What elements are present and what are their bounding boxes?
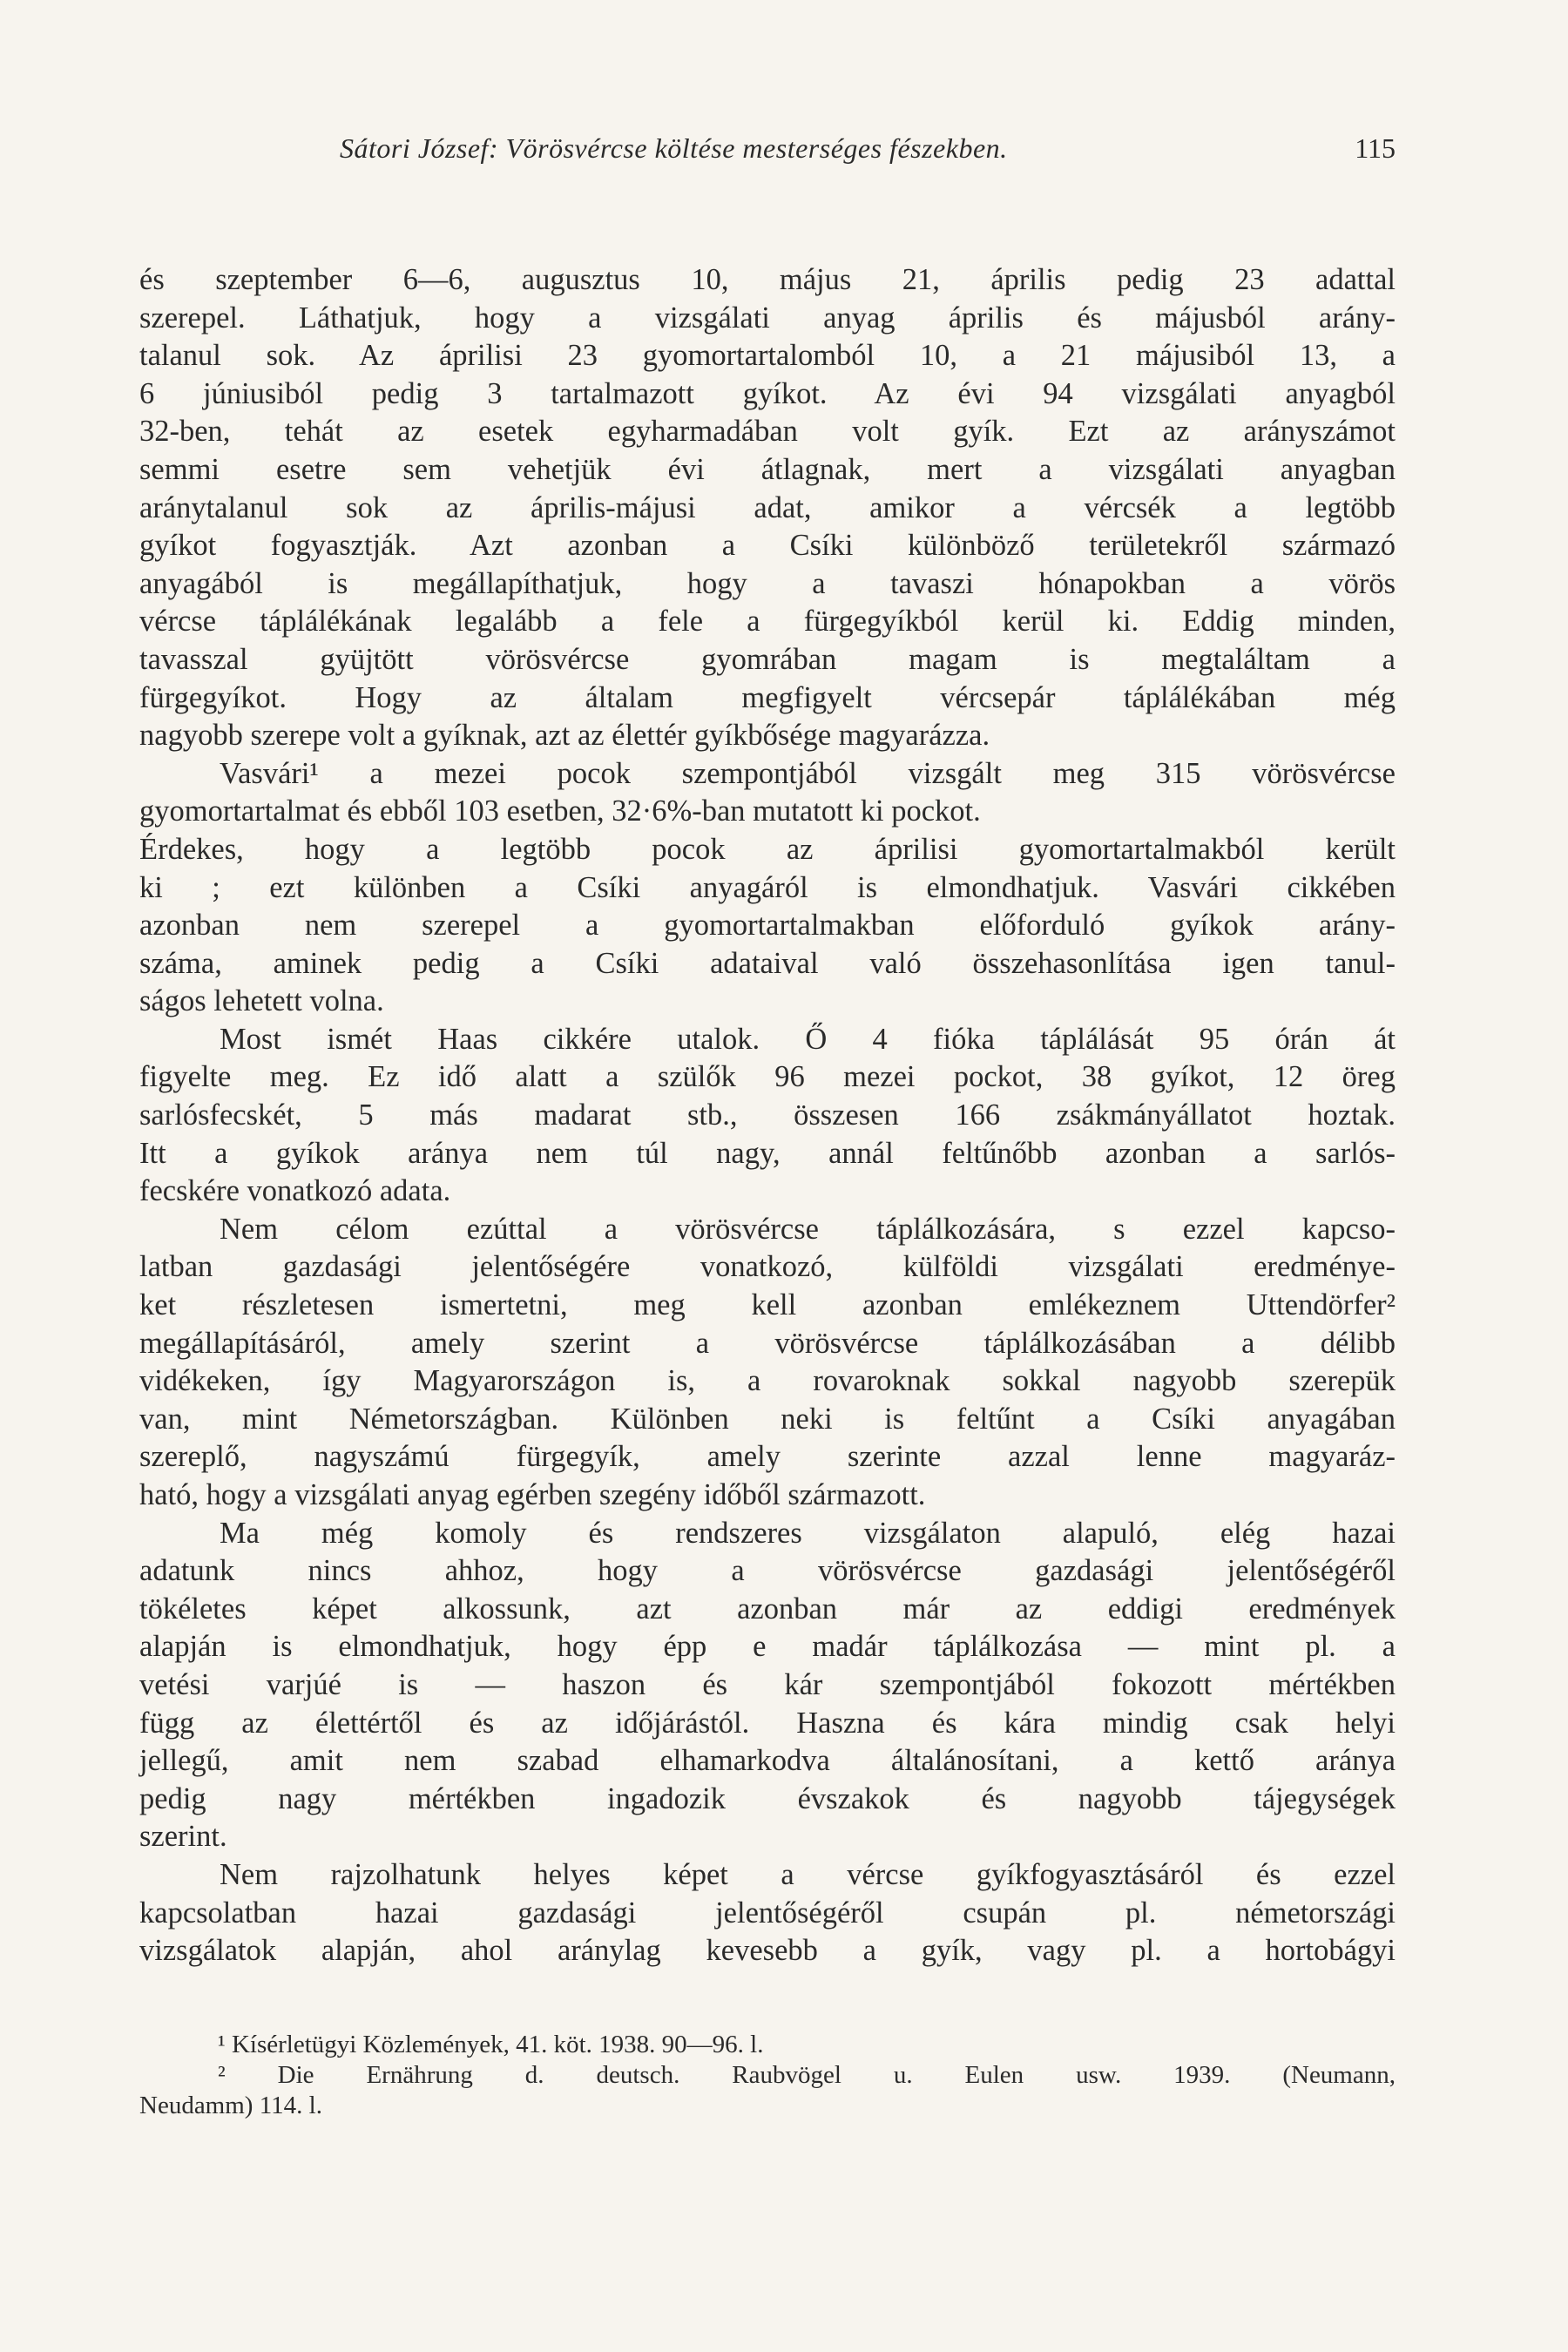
- text-line: pedig nagy mértékben ingadozik évszakok és nagyobb tájegységek: [139, 1781, 1396, 1815]
- text-line: gyíkot fogyasztják. Azt azonban a Csíki különböző területekről származó: [139, 529, 1396, 563]
- text-line: vércse táplálékának legalább a fele a fürgegyíkból kerül ki. Eddig minden,: [139, 605, 1396, 639]
- text-line: van, mint Németországban. Különben neki is feltűnt a Csíki anyagában: [139, 1402, 1396, 1436]
- text-line: és szeptember 6—6, augusztus 10, május 21, április pedig 23 adattal: [139, 263, 1396, 296]
- footnote-line: ¹ Kísérletügyi Közlemények, 41. köt. 1938. 90—96. l.: [218, 2031, 764, 2058]
- text-line: vizsgálatok alapján, ahol aránylag kevesebb a gyík, vagy pl. a hortobágyi: [139, 1934, 1396, 1968]
- text-line: adatunk nincs ahhoz, hogy a vörösvércse gazdasági jelentőségéről: [139, 1554, 1396, 1588]
- text-line: jellegű, amit nem szabad elhamarkodva általánosítani, a kettő aránya: [139, 1744, 1396, 1778]
- text-line: Itt a gyíkok aránya nem túl nagy, annál feltűnőbb azonban a sarlós-: [139, 1136, 1396, 1170]
- text-line: aránytalanul sok az április-májusi adat, amikor a vércsék a legtöbb: [139, 490, 1396, 524]
- footnote-line: ² Die Ernährung d. deutsch. Raubvögel u. Eulen usw. 1939. (Neumann,: [218, 2061, 1396, 2089]
- running-title: Sátori József: Vörösvércse költése mesterséges fészekben.: [340, 132, 1008, 164]
- text-line: semmi esetre sem vehetjük évi átlagnak, mert a vizsgálati anyagban: [139, 452, 1396, 486]
- text-line: tavasszal gyüjtött vörösvércse gyomrában magam is megtaláltam a: [139, 642, 1396, 676]
- text-line: ket részletesen ismertetni, meg kell azonban emlékeznem Uttendörfer²: [139, 1288, 1396, 1322]
- text-line: ki ; ezt különben a Csíki anyagáról is elmondhatjuk. Vasvári cikkében: [139, 870, 1396, 904]
- text-line: sarlósfecskét, 5 más madarat stb., összesen 166 zsákmányállatot hoztak.: [139, 1098, 1396, 1132]
- text-line: 6 júniusiból pedig 3 tartalmazott gyíkot. Az évi 94 vizsgálati anyagból: [139, 376, 1396, 410]
- text-line: azonban nem szerepel a gyomortartalmakban előforduló gyíkok arány-: [139, 909, 1396, 943]
- running-head: [139, 132, 1396, 176]
- text-line: Most ismét Haas cikkére utalok. Ő 4 fióka táplálását 95 órán át: [220, 1022, 1396, 1056]
- text-line: fecskére vonatkozó adata.: [139, 1174, 451, 1208]
- body-text: [139, 261, 1396, 1970]
- text-line: figyelte meg. Ez idő alatt a szülők 96 mezei pockot, 38 gyíkot, 12 öreg: [139, 1060, 1396, 1094]
- text-line: szerepel. Láthatjuk, hogy a vizsgálati anyag április és májusból arány-: [139, 301, 1396, 335]
- text-line: Vasvári¹ a mezei pocok szempontjából vizsgált meg 315 vörösvércse: [220, 756, 1396, 790]
- text-line: függ az élettértől és az időjárástól. Haszna és kára mindig csak helyi: [139, 1706, 1396, 1740]
- text-line: Ma még komoly és rendszeres vizsgálaton alapuló, elég hazai: [220, 1516, 1396, 1550]
- text-line: Érdekes, hogy a legtöbb pocok az áprilisi gyomortartalmakból került: [139, 832, 1396, 866]
- text-line: anyagából is megállapíthatjuk, hogy a tavaszi hónapokban a vörös: [139, 566, 1396, 600]
- text-line: ható, hogy a vizsgálati anyag egérben szegény időből származott.: [139, 1478, 926, 1511]
- text-line: tökéletes képet alkossunk, azt azonban már az eddigi eredmények: [139, 1592, 1396, 1625]
- text-line: szereplő, nagyszámú fürgegyík, amely szerinte azzal lenne magyaráz-: [139, 1440, 1396, 1474]
- text-line: gyomortartalmat és ebből 103 esetben, 32·6%-ban mutatott ki pockot.: [139, 794, 981, 828]
- text-line: szerint.: [139, 1820, 227, 1854]
- page-number: 115: [1355, 132, 1396, 164]
- text-line: vetési varjúé is — haszon és kár szempontjából fokozott mértékben: [139, 1667, 1396, 1701]
- footnotes: [139, 2030, 1396, 2121]
- text-line: Nem célom ezúttal a vörösvércse táplálkozására, s ezzel kapcso-: [220, 1212, 1396, 1246]
- text-line: latban gazdasági jelentőségére vonatkozó, külföldi vizsgálati eredménye-: [139, 1250, 1396, 1284]
- text-line: nagyobb szerepe volt a gyíknak, azt az élettér gyíkbősége magyarázza.: [139, 719, 990, 753]
- text-line: vidékeken, így Magyarországon is, a rovaroknak sokkal nagyobb szerepük: [139, 1364, 1396, 1398]
- text-line: talanul sok. Az áprilisi 23 gyomortartalomból 10, a 21 májusiból 13, a: [139, 339, 1396, 373]
- text-line: alapján is elmondhatjuk, hogy épp e madár táplálkozása — mint pl. a: [139, 1630, 1396, 1664]
- footnote-line: Neudamm) 114. l.: [139, 2092, 322, 2119]
- text-line: fürgegyíkot. Hogy az általam megfigyelt vércsepár táplálékában még: [139, 680, 1396, 714]
- text-line: kapcsolatban hazai gazdasági jelentőségéről csupán pl. németországi: [139, 1896, 1396, 1930]
- text-line: megállapításáról, amely szerint a vörösvércse táplálkozásában a délibb: [139, 1326, 1396, 1360]
- text-line: 32-ben, tehát az esetek egyharmadában volt gyík. Ezt az arányszámot: [139, 415, 1396, 449]
- text-line: száma, aminek pedig a Csíki adataival való összehasonlítása igen tanul-: [139, 946, 1396, 980]
- text-line: ságos lehetett volna.: [139, 984, 384, 1018]
- text-line: Nem rajzolhatunk helyes képet a vércse gyíkfogyasztásáról és ezzel: [220, 1857, 1396, 1891]
